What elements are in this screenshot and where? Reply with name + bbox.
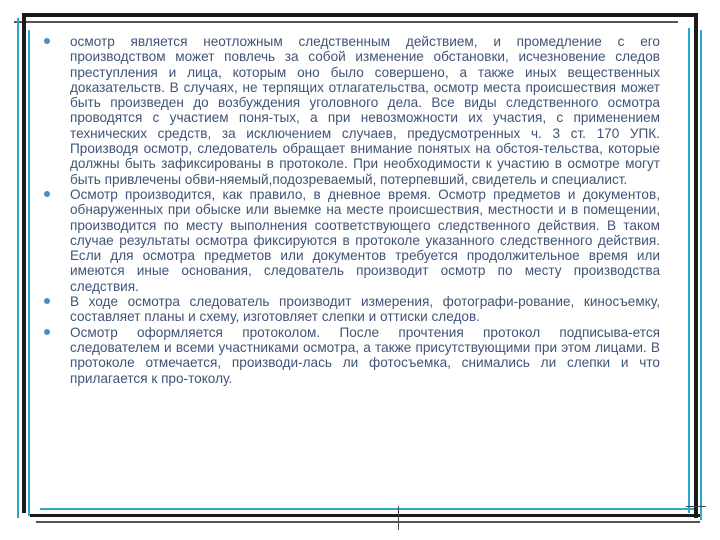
frame-line-right-accent bbox=[688, 28, 690, 513]
frame-line-bottom bbox=[30, 514, 702, 517]
frame-tick-vertical bbox=[398, 506, 399, 530]
slide-content bbox=[44, 34, 660, 386]
bullet-list bbox=[44, 34, 660, 386]
list-item bbox=[44, 325, 660, 386]
list-item bbox=[44, 294, 660, 325]
frame-line-left-accent bbox=[17, 18, 19, 518]
bullet-icon bbox=[44, 298, 50, 304]
frame-line-left-inner bbox=[28, 30, 30, 516]
bullet-text: Осмотр производится, как правило, в дневное время. Осмотр предметов и документов, обнаруженных при обыске или выемке на месте происшествия, местности и в помещении, производится по месту выполнения соответствующего следственного действия. В таком случае результаты осмотра фиксируются в протоколе указанного следственного действия. Если для осмотра предметов или документов требуется продолжительное время или имеются иные основания, следователь производит осмотр по месту производства следствия. bbox=[70, 186, 660, 294]
bullet-text: В ходе осмотра следователь производит измерения, фотографи-рование, киносъемку, составляет планы и схему, изготовляет слепки и оттиски следов. bbox=[70, 294, 660, 325]
bullet-text: Осмотр оформляется протоколом. После прочтения протокол подписыва-ется следователем и всеми участниками осмотра, а также присутствующими при этом лицами. В протоколе отмечается, производи-лась ли фотосъемка, снимались ли слепки и что прилагается к про-токолу. bbox=[70, 324, 660, 386]
frame-line-bottom-accent bbox=[40, 508, 695, 510]
frame-line-left bbox=[22, 13, 26, 513]
frame-line-bottom-outer bbox=[36, 521, 700, 523]
list-item bbox=[44, 34, 660, 187]
frame-tick-horizontal bbox=[686, 506, 706, 507]
frame-line-right bbox=[694, 13, 698, 518]
bullet-icon bbox=[44, 329, 50, 335]
frame-line-top-inner bbox=[14, 21, 678, 23]
frame-line-right-outer bbox=[700, 30, 702, 520]
list-item bbox=[44, 187, 660, 294]
frame-line-top bbox=[22, 13, 694, 17]
bullet-icon bbox=[44, 191, 50, 197]
bullet-text: осмотр является неотложным следственным действием, и промедление с его производством может повлечь за собой изменение обстановки, исчезновение следов преступления и лица, которым оно было совершено, а также иных вещественных доказательств. В случаях, не терпящих отлагательства, осмотр места происшествия может быть произведен до возбуждения уголовного дела. Все виды следственного осмотра проводятся с участием поня-тых, а при невозможности их участия, с применением технических средств, за исключением случаев, предусмотренных ч. 3 ст. 170 УПК. Производя осмотр, следователь обращает внимание понятых на обстоя-тельства, которые должны быть зафиксированы в протоколе. При необходимости к участию в осмотре могут быть привлечены обви-няемый,подозреваемый, потерпевший, свидетель и специалист. bbox=[70, 34, 660, 187]
bullet-icon bbox=[44, 38, 50, 44]
